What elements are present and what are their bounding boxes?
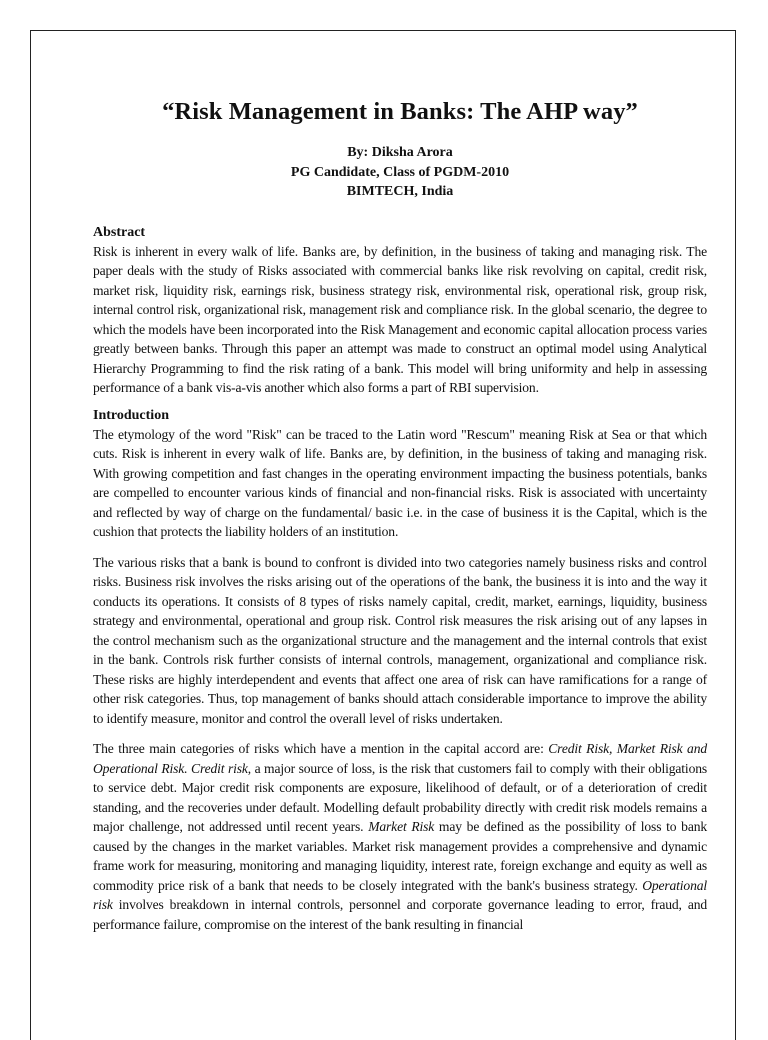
paragraph-text: , a major source of loss, is the risk that customers fail to comply with their obligations to service debt. Major credit risk components are exposure, likelihood of default, or of a deterioration of credit standing, and the recoveries under default. Modelling default probability directly with credit risk models remains a major challenge, not addressed until recent years. [93,760,707,834]
intro-paragraph-2: The various risks that a bank is bound to confront is divided into two categories namely business risks and control risks. Business risk involves the risks arising out of the operations of the bank, the business it is into and the way it conducts its operations. It consists of 8 types of risks namely capital, credit, market, earnings, liquidity, business strategy and environmental, operational and group risk. Control risk measures the risk arising out of any lapses in the control mechanism such as the organizational structure and the management and the internal controls that exist in the bank. Controls risk further consists of internal controls, management, organizational and compliance risk. These risks are highly interdependent and events that affect one area of risk can have ramifications for a range of other risk categories. Thus, top management of banks should attach considerable importance to improve the ability to identify measure, monitor and control the overall level of risks undertaken. [93,554,707,726]
paragraph-text: may be defined as the possibility of loss to bank caused by the changes in the market variables. Market risk management provides a comprehensive and dynamic frame work for measuring, monitoring and managing liquidity, interest rate, foreign exchange and equity as well as commodity price risk of a bank that needs to be closely integrated with the bank's business strategy. [93,819,707,893]
document-title: “Risk Management in Banks: The AHP way” [162,98,638,125]
introduction-heading: Introduction [93,407,169,423]
paragraph-text: involves breakdown in internal controls, personnel and corporate governance leading to error, fraud, and performance failure, compromise on the interest of the bank resulting in financial [93,897,707,932]
author-block [93,143,707,202]
abstract-paragraph: Risk is inherent in every walk of life. Banks are, by definition, in the business of taking and managing risk. The paper deals with the study of Risks associated with commercial banks like risk revolving on capital, credit risk, market risk, liquidity risk, earnings risk, business strategy risk, environmental risk, operational risk, group risk, internal control risk, organizational risk, management risk and compliance risk. In the global scenario, the degree to which the models have been incorporated into the Risk Management and economic capital allocation process varies greatly between banks. Through this paper an attempt was made to construct an optimal model using Analytical Hierarchy Programming to find the risk rating of a bank. This model will bring uniformity and help in assessing performance of a bank vis-a-vis another which also forms a part of RBI supervision. [93,243,707,395]
intro-paragraph-3 [93,739,707,934]
emphasis-text: Operational risk [93,877,707,912]
emphasis-text: Market Risk [368,819,435,834]
author-line: By: Diksha Arora [347,145,453,160]
document-page [30,30,736,1040]
paragraph-text: The three main categories of risks which have a mention in the capital accord are: [93,741,549,756]
document-body [93,97,707,934]
emphasis-text: Credit Risk, Market Risk and Operational Risk. Credit risk [93,741,707,776]
abstract-heading: Abstract [93,224,146,240]
institution-line: BIMTECH, India [346,184,454,199]
intro-paragraph-1: The etymology of the word "Risk" can be traced to the Latin word "Rescum" meaning Risk at Sea or that which cuts. Risk is inherent in every walk of life. Banks are, by definition, in the business of taking and managing risk. With growing competition and fast changes in the operating environment impacting the business potentials, banks are compelled to encounter various kinds of financial and non-financial risks. Risk is associated with uncertainty and reflected by way of charge on the fundamental/ basic i.e. in the case of business it is the Capital, which is the cushion that protects the liability holders of an institution. [93,426,707,539]
affiliation-line: PG Candidate, Class of PGDM-2010 [290,164,510,180]
